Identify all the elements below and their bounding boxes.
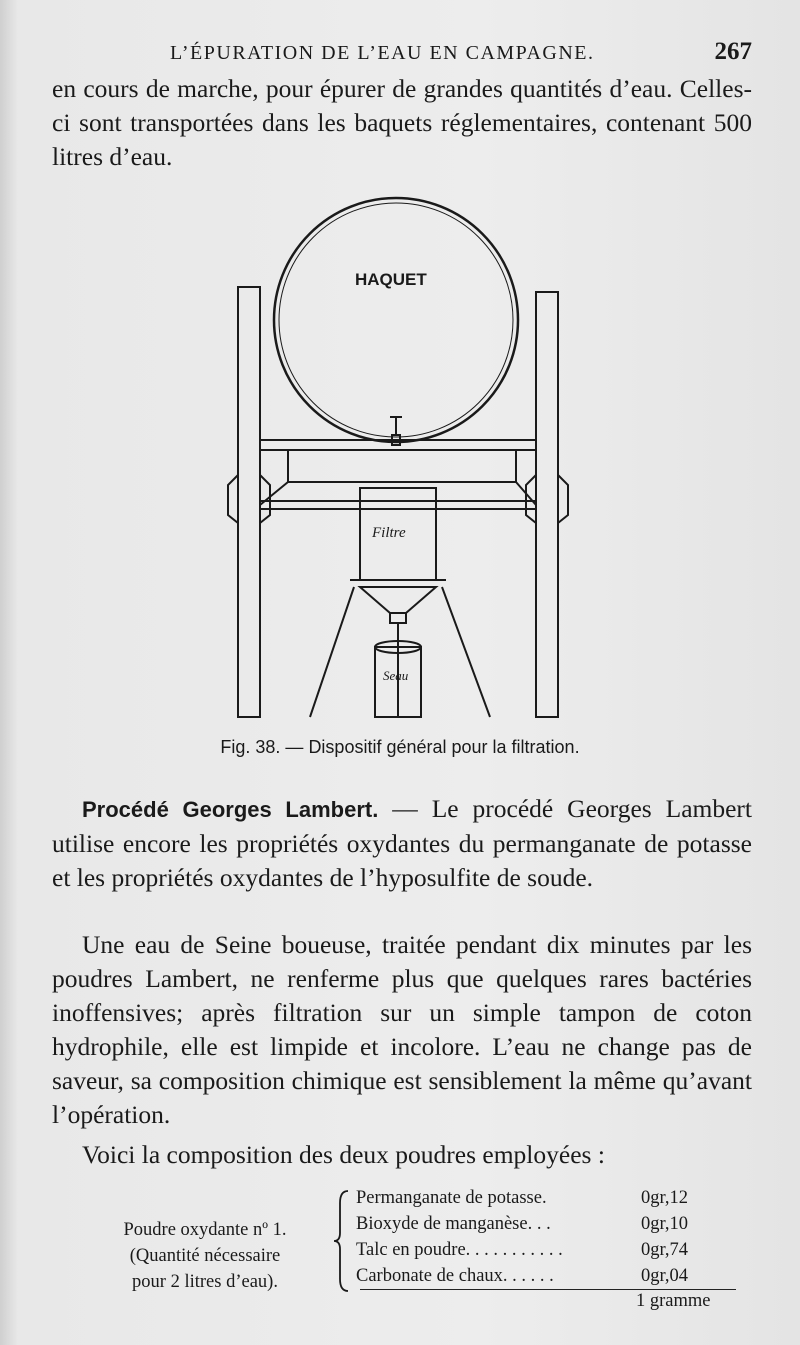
powder-label-line-1: Poudre oxydante nº 1. (123, 1220, 287, 1240)
item-name: Permanganate de potasse. (356, 1188, 547, 1208)
item-name: Talc en poudre. . . . . . . . . . . (356, 1240, 563, 1260)
lower-beam (260, 501, 536, 509)
item-quantity: 0gr,74 (641, 1240, 689, 1260)
powder-label-line-3: pour 2 litres d’eau). (132, 1272, 278, 1292)
table-row (356, 1185, 736, 1211)
section-heading-lambert: Procédé Georges Lambert. (82, 797, 379, 822)
table-row (356, 1263, 736, 1289)
paragraph-1-text: en cours de marche, pour épurer de grandes quantités d’eau. Celles-ci sont transportées dans les baquets réglementaires, contenant 500 litres d’eau. (52, 74, 752, 171)
label-seau: Seau (383, 668, 409, 683)
paragraph-3-text: Une eau de Seine boueuse, traitée pendant dix minutes par les poudres Lambert, ne renferme plus que quelques rares bactéries inoffensives; après filtration sur un simple tampon de coton hydrophile, elle est limpide et incolore. L’eau ne change pas de saveur, sa composition chimique est sensiblement la même qu’avant l’opération. (52, 930, 752, 1129)
total-quantity: 1 gramme (636, 1291, 711, 1311)
running-title: L’ÉPURATION DE L’EAU EN CAMPAGNE. (170, 42, 595, 64)
filtration-figure (200, 195, 600, 725)
label-filtre: Filtre (372, 525, 406, 541)
item-quantity: 0gr,10 (641, 1214, 689, 1234)
sum-rule (360, 1289, 736, 1290)
filtration-apparatus-drawing (200, 195, 600, 725)
label-haquet: HAQUET (355, 270, 427, 289)
figure-caption: Fig. 38. — Dispositif général pour la filtration. (220, 737, 580, 757)
right-clamp (526, 475, 568, 523)
left-clamp (228, 475, 270, 523)
haquet-barrel-inner-rim (279, 203, 513, 437)
powder-items (356, 1185, 736, 1289)
left-post (238, 287, 260, 717)
powder-label-line-2: (Quantité nécessaire (129, 1246, 281, 1266)
paragraph-4 (52, 1138, 752, 1172)
item-quantity: 0gr,12 (641, 1188, 689, 1208)
curly-brace (332, 1189, 352, 1293)
item-quantity: 0gr,04 (641, 1266, 689, 1286)
filter-funnel (350, 580, 446, 623)
running-header (0, 38, 800, 68)
powder-label (80, 1217, 330, 1295)
paragraph-2 (52, 792, 752, 895)
haquet-barrel (274, 198, 518, 442)
right-post (536, 292, 558, 717)
powder-composition-table (80, 1185, 750, 1315)
table-row (356, 1211, 736, 1237)
cradle-beam (288, 450, 516, 482)
item-name: Bioxyde de manganèse. . . (356, 1214, 551, 1234)
table-row (356, 1237, 736, 1263)
paragraph-3 (52, 928, 752, 1132)
page-number: 267 (714, 38, 752, 65)
paragraph-1 (52, 72, 752, 174)
paragraph-2-text: — Le procédé Georges Lambert utilise encore les propriétés oxydantes du permanganate de potasse et les propriétés oxydantes de l’hyposulfite de soude. (52, 794, 752, 892)
paragraph-4-text: Voici la composition des deux poudres employées : (82, 1140, 605, 1169)
item-name: Carbonate de chaux. . . . . . (356, 1266, 554, 1286)
